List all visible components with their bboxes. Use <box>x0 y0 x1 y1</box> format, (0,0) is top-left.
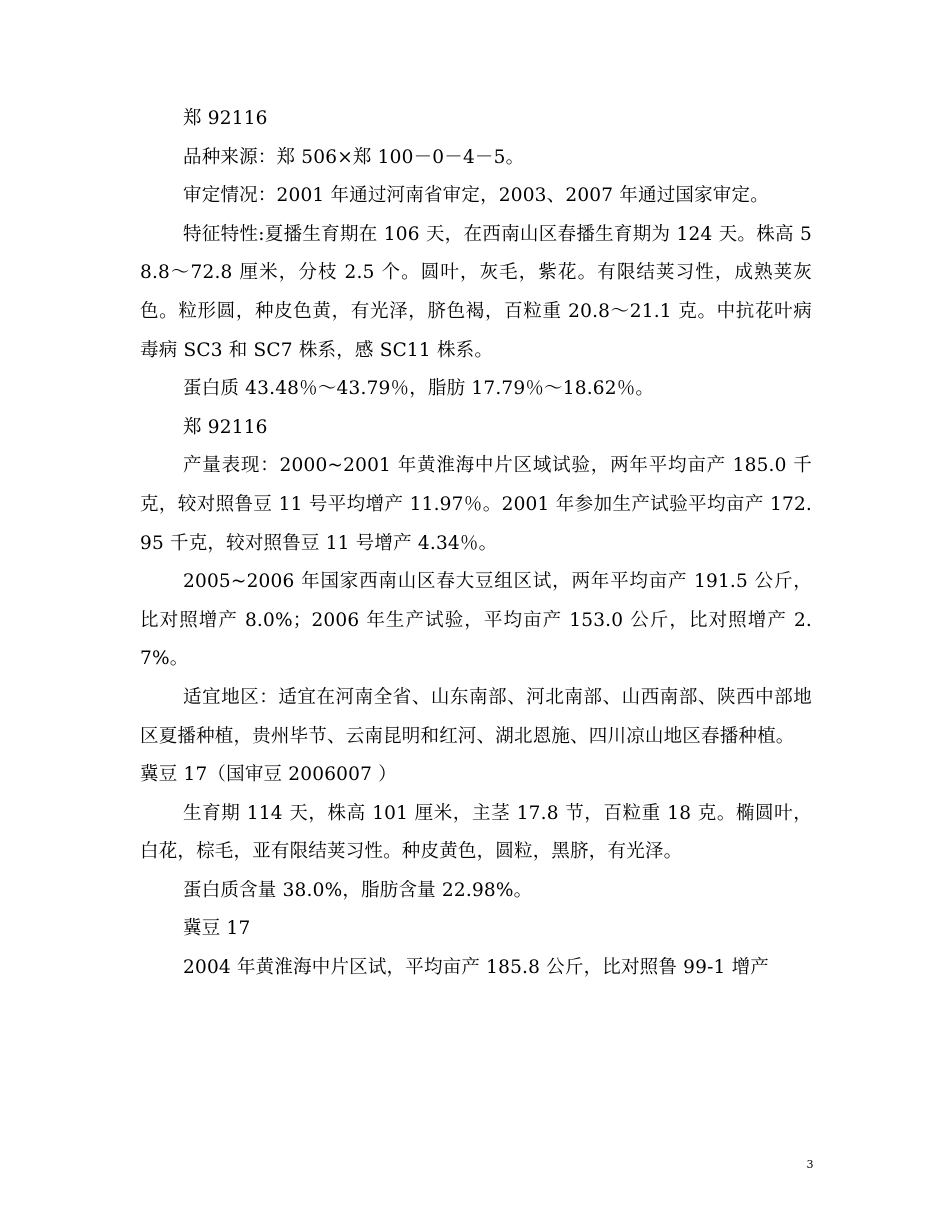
page-number: 3 <box>806 1158 814 1171</box>
variety-heading: 郑 92116 <box>183 108 268 129</box>
quality-paragraph: 蛋白质 43.48％～43.79％，脂肪 17.79％～18.62％。 <box>183 378 655 400</box>
characteristics-paragraph: 特征特性:夏播生育期在 106 天，在西南山区春播生育期为 124 天。株高 58.8～72.8 厘米，分枝 2.5 个。圆叶，灰毛，紫花。有限结荚习性，成熟荚灰色。粒形圆，种皮色黄，有光泽，脐色褐，百粒重 20.8～21.1 克。中抗花叶病毒病 SC3 和 SC7 株系，感 SC11 株系。 <box>140 223 812 361</box>
variety-heading: 郑 92116 <box>183 416 268 438</box>
section-heading: 冀豆 17（国审豆 2006007 ） <box>140 764 397 786</box>
yield-paragraph: 产量表现：2000~2001 年黄淮海中片区域试验，两年平均亩产 185.0 千克，较对照鲁豆 11 号平均增产 11.97％。2001 年参加生产试验平均亩产 172.95 千克，较对照鲁豆 11 号增产 4.34％。 <box>140 455 812 554</box>
yield-paragraph: 2005~2006 年国家西南山区春大豆组区试，两年平均亩产 191.5 公斤，比对照增产 8.0%；2006 年生产试验，平均亩产 153.0 公斤，比对照增产 2.7%。 <box>140 571 812 670</box>
quality-paragraph: 蛋白质含量 38.0%，脂肪含量 22.98%。 <box>183 879 533 901</box>
approval-status: 审定情况：2001 年通过河南省审定，2003、2007 年通过国家审定。 <box>183 185 769 207</box>
characteristics-paragraph: 生育期 114 天，株高 101 厘米，主茎 17.8 节，百粒重 18 克。椭圆叶，白花，棕毛，亚有限结荚习性。种皮黄色，圆粒，黑脐，有光泽。 <box>140 802 812 863</box>
yield-paragraph: 2004 年黄淮海中片区试，平均亩产 185.8 公斤，比对照鲁 99-1 增产 <box>183 957 770 979</box>
variety-origin: 品种来源：郑 506×郑 100－0－4－5。 <box>183 146 525 168</box>
suitable-regions-paragraph: 适宜地区：适宜在河南全省、山东南部、河北南部、山西南部、陕西中部地区夏播种植，贵州毕节、云南昆明和红河、湖北恩施、四川凉山地区春播种植。 <box>140 686 812 747</box>
variety-heading: 冀豆 17 <box>183 918 251 940</box>
document-body <box>140 100 812 988</box>
